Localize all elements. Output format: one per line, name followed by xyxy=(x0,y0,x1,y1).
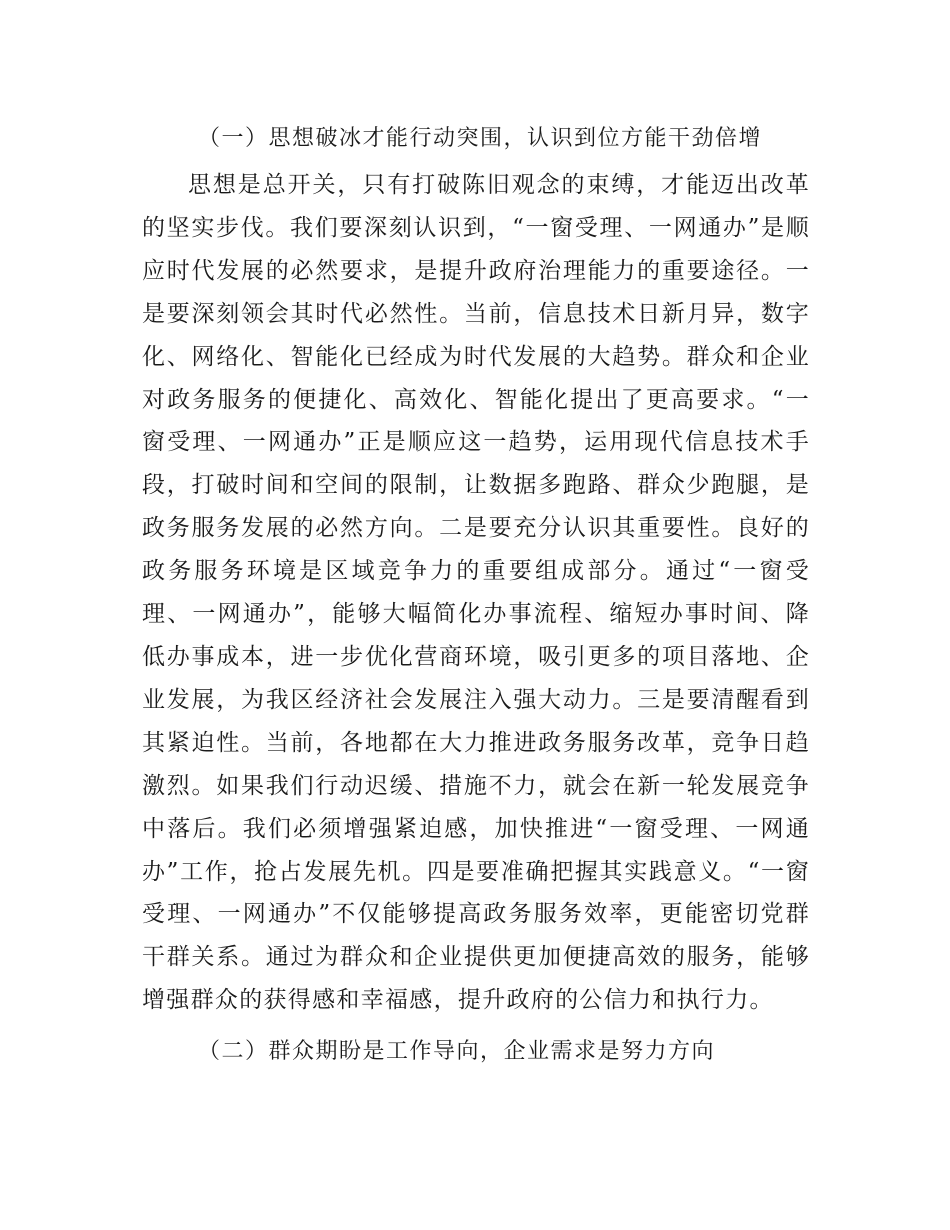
document-body xyxy=(142,118,810,1073)
section-heading-1: （一）思想破冰才能行动突围，认识到位方能干劲倍增 xyxy=(198,126,763,151)
section-heading-2: （二）群众期盼是工作导向，企业需求是努力方向 xyxy=(198,1039,716,1065)
body-paragraph: 思想是总开关，只有打破陈旧观念的束缚，才能迈出改革的坚实步伐。我们要深刻认识到，“一窗受理、一网通办”是顺应时代发展的必然要求，是提升政府治理能力的重要途径。一是要深刻领会其时代必然性。当前，信息技术日新月异，数字化、网络化、智能化已经成为时代发展的大趋势。群众和企业对政务服务的便捷化、高效化、智能化提出了更高要求。“一窗受理、一网通办”正是顺应这一趋势，运用现代信息技术手段，打破时间和空间的限制，让数据多跑路、群众少跑腿，是政务服务发展的必然方向。二是要充分认识其重要性。良好的政务服务环境是区域竞争力的重要组成部分。通过“一窗受理、一网通办”，能够大幅简化办事流程、缩短办事时间、降低办事成本，进一步优化营商环境，吸引更多的项目落地、企业发展，为我区经济社会发展注入强大动力。三是要清醒看到其紧迫性。当前，各地都在大力推进政务服务改革，竞争日趋激烈。如果我们行动迟缓、措施不力，就会在新一轮发展竞争中落后。我们必须增强紧迫感，加快推进“一窗受理、一网通办”工作，抢占发展先机。四是要准确把握其实践意义。“一窗受理、一网通办”不仅能够提高政务服务效率，更能密切党群干群关系。通过为群众和企业提供更加便捷高效的服务，能够增强群众的获得感和幸福感，提升政府的公信力和执行力。 xyxy=(142,172,810,1014)
